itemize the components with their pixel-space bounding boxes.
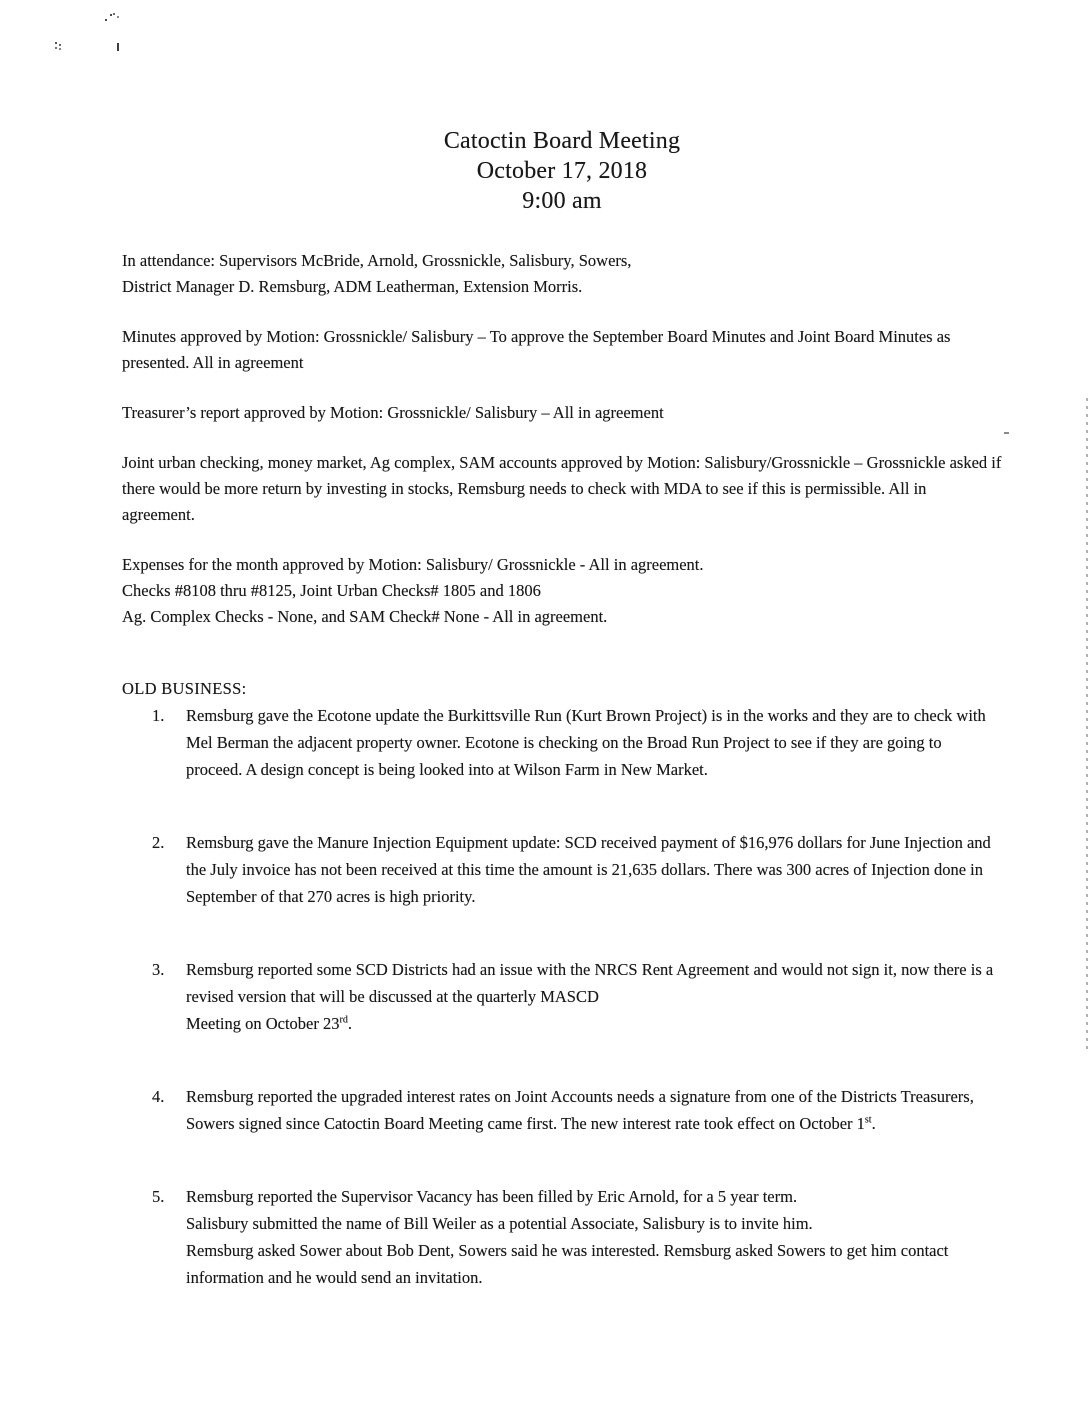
item-3-line-2 [186,1010,1002,1037]
scan-speck-artifact [103,12,119,24]
old-business-heading: OLD BUSINESS: [122,679,247,698]
item-number: 3. [152,960,165,979]
item-5-line-3: Remsburg asked Sower about Bob Dent, Sowers said he was interested. Remsburg asked Sowers to get him contact information and he would send an invitation. [186,1241,949,1287]
item-text: Remsburg gave the Manure Injection Equipment update: SCD received payment of $16,976 dollars for June Injection and the July invoice has not been received at this time the amount is 21,635 dollars. There was 300 acres of Injection done in September of that 270 acres is high priority. [186,833,991,906]
accounts-approval-paragraph: Joint urban checking, money market, Ag complex, SAM accounts approved by Motion: Salisbury/Grossnickle – Grossnickle asked if there would be more return by investing in stocks, Remsburg needs to check with MDA to see if this is permissible. All in agreement. [122,453,1002,524]
item-text: Remsburg gave the Ecotone update the Burkittsville Run (Kurt Brown Project) is in the works and they are to check with Mel Berman the adjacent property owner. Ecotone is checking on the Broad Run Project to see if they are going to proceed. A design concept is being looked into at Wilson Farm in New Market. [186,706,986,779]
scan-dash-artifact [1004,432,1009,434]
item-4-period: . [871,1114,876,1133]
ordinal-superscript: rd [339,1014,348,1026]
item-5-line-2: Salisbury submitted the name of Bill Weiler as a potential Associate, Salisbury is to invite him. [186,1214,813,1233]
old-business-list [122,702,1002,1291]
document-content [122,126,1002,1337]
scan-tick-artifact [117,43,119,51]
item-text [186,1083,1002,1137]
old-business-item-2 [122,829,1002,910]
old-business-item-3 [122,956,1002,1037]
title-meeting-date: October 17, 2018 [476,158,648,184]
old-business-item-4 [122,1083,1002,1137]
scan-speck-artifact [53,40,63,50]
title-meeting-time: 9:00 am [522,188,602,214]
item-3-line-1: Remsburg reported some SCD Districts had an issue with the NRCS Rent Agreement and would not sign it, now there is a revised version that will be discussed at the quarterly MASCD [186,960,994,1006]
old-business-item-1 [122,702,1002,783]
expenses-line-3: Ag. Complex Checks - None, and SAM Check# None - All in agreement. [122,607,608,626]
expenses-paragraph [122,552,1002,630]
item-number: 1. [152,706,165,725]
item-text [186,1183,1002,1291]
treasurer-report-paragraph: Treasurer’s report approved by Motion: Grossnickle/ Salisbury – All in agreement [122,403,664,422]
minutes-approval-paragraph: Minutes approved by Motion: Grossnickle/ Salisbury – To approve the September Board Minutes and Joint Board Minutes as presented. All in agreement [122,327,951,372]
item-3-line-2-text: Meeting on October 23 [186,1014,340,1033]
item-text [186,956,1002,1037]
attendance-line-2: District Manager D. Remsburg, ADM Leatherman, Extension Morris. [122,277,583,296]
expenses-line-2: Checks #8108 thru #8125, Joint Urban Checks# 1805 and 1806 [122,581,541,600]
item-number: 5. [152,1187,165,1206]
item-3-line-2-period: . [347,1014,352,1033]
expenses-line-1: Expenses for the month approved by Motion: Salisbury/ Grossnickle - All in agreement. [122,555,704,574]
item-number: 4. [152,1087,165,1106]
attendance-line-1: In attendance: Supervisors McBride, Arnold, Grossnickle, Salisbury, Sowers, [122,251,632,270]
attendance-paragraph [122,248,1002,300]
title-meeting-name: Catoctin Board Meeting [443,128,681,154]
item-5-line-1: Remsburg reported the Supervisor Vacancy has been filled by Eric Arnold, for a 5 year term. [186,1187,798,1206]
ordinal-superscript: st [864,1114,872,1126]
item-4-text: Remsburg reported the upgraded interest rates on Joint Accounts needs a signature from one of the Districts Treasurers, Sowers signed since Catoctin Board Meeting came first. The new interest rate took effect on October 1 [186,1087,974,1133]
old-business-item-5 [122,1183,1002,1291]
item-number: 2. [152,833,165,852]
document-title [122,126,1002,216]
